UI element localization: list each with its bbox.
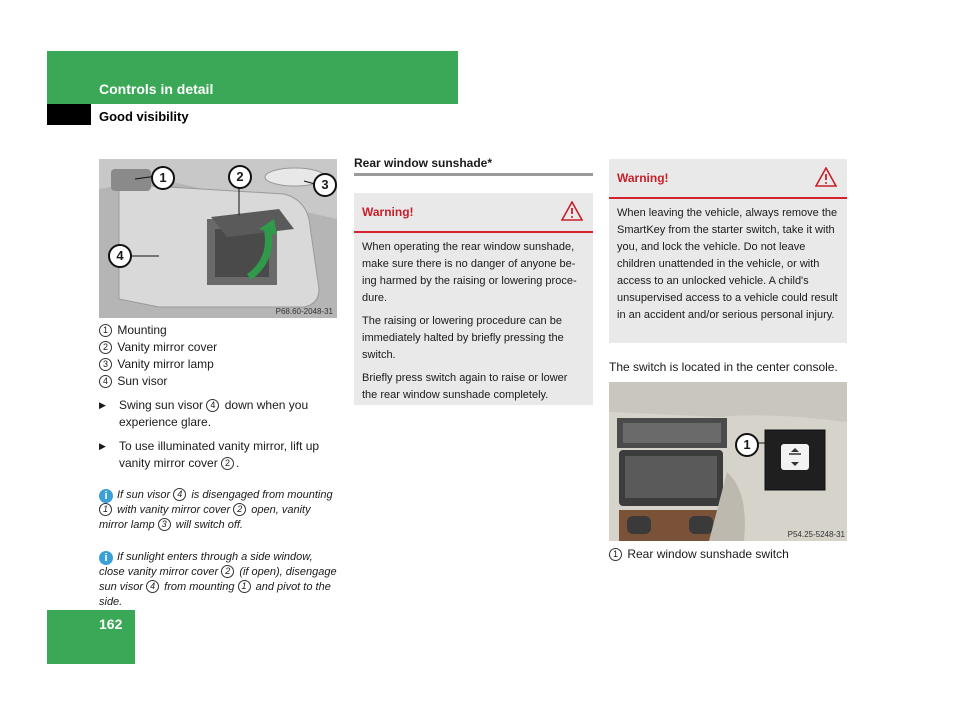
legend-item: 2 Vanity mirror cover	[99, 339, 339, 356]
center-console-illustration	[609, 382, 847, 541]
warning-paragraph: Briefly press switch again to raise or lower the rear window sunshade completely.	[362, 372, 568, 401]
figure-code: P68.60-2048-31	[275, 307, 333, 316]
callout-2: 2	[228, 165, 252, 189]
sun-visor-figure	[99, 159, 337, 318]
switch-location-text: The switch is located in the center console.	[609, 360, 838, 374]
figure-code: P54.25-5248-31	[787, 530, 845, 539]
callout-4: 4	[108, 244, 132, 268]
warning-paragraph: When leaving the vehicle, always remove the SmartKey from the starter switch, take it with you, and lock the vehicle. Do not leave children unattended in the vehicle, or with access to an unlocked vehicle. A child's unsupervised access to a vehicle could result in an accident and/or serious personal injury.	[617, 207, 838, 321]
warning-box-smartkey	[609, 159, 847, 343]
legend-item: 1 Mounting	[99, 322, 339, 339]
warning-title: Warning!	[362, 205, 414, 219]
warning-paragraph: The raising or lowering procedure can be immediately halted by briefly pressing the switch.	[362, 315, 564, 361]
left-column-text	[99, 322, 339, 610]
warning-triangle-icon	[815, 167, 837, 187]
sun-visor-illustration	[99, 159, 337, 318]
warning-triangle-icon	[561, 201, 583, 221]
subsection-title: Good visibility	[99, 109, 189, 124]
instruction-2: ▶ To use illuminated vanity mirror, lift up vanity mirror cover 2 .	[99, 439, 320, 470]
bullet-icon: ▶	[99, 441, 106, 451]
page-number: 162	[99, 616, 123, 632]
info-icon: i	[99, 489, 113, 503]
warning-box-sunshade	[354, 193, 593, 405]
info-icon: i	[99, 551, 113, 565]
callout-3: 3	[313, 173, 337, 197]
callout-1: 1	[735, 433, 759, 457]
section-rule	[354, 173, 593, 176]
center-console-figure	[609, 382, 847, 541]
info-note-2: i If sunlight enters through a side window, close vanity mirror cover 2 (if open), disengage sun visor 4 from mounting 1 and pivot to the side.	[99, 551, 337, 608]
header-black-tab	[47, 104, 91, 125]
section-title: Controls in detail	[99, 81, 214, 97]
legend-item: 4 Sun visor	[99, 373, 339, 390]
warning-title: Warning!	[617, 171, 669, 185]
bullet-icon: ▶	[99, 400, 106, 410]
legend-item: 3 Vanity mirror lamp	[99, 356, 339, 373]
warning-header	[609, 159, 847, 199]
warning-body	[609, 199, 847, 336]
switch-legend: 1 Rear window sunshade switch	[609, 546, 789, 563]
sunshade-section-title: Rear window sunshade*	[354, 156, 493, 170]
instruction-1: ▶ Swing sun visor 4 down when you experience glare.	[99, 398, 309, 429]
warning-body	[354, 233, 593, 416]
warning-paragraph: When operating the rear window sunshade, make sure there is no danger of anyone be-ing harmed by the raising or lowering proce-dure.	[362, 241, 577, 304]
callout-1: 1	[151, 166, 175, 190]
warning-header	[354, 193, 593, 233]
info-note-1: i If sun visor 4 is disengaged from mounting 1 with vanity mirror cover 2 open, vanity mirror lamp 3 will switch off.	[99, 489, 333, 531]
